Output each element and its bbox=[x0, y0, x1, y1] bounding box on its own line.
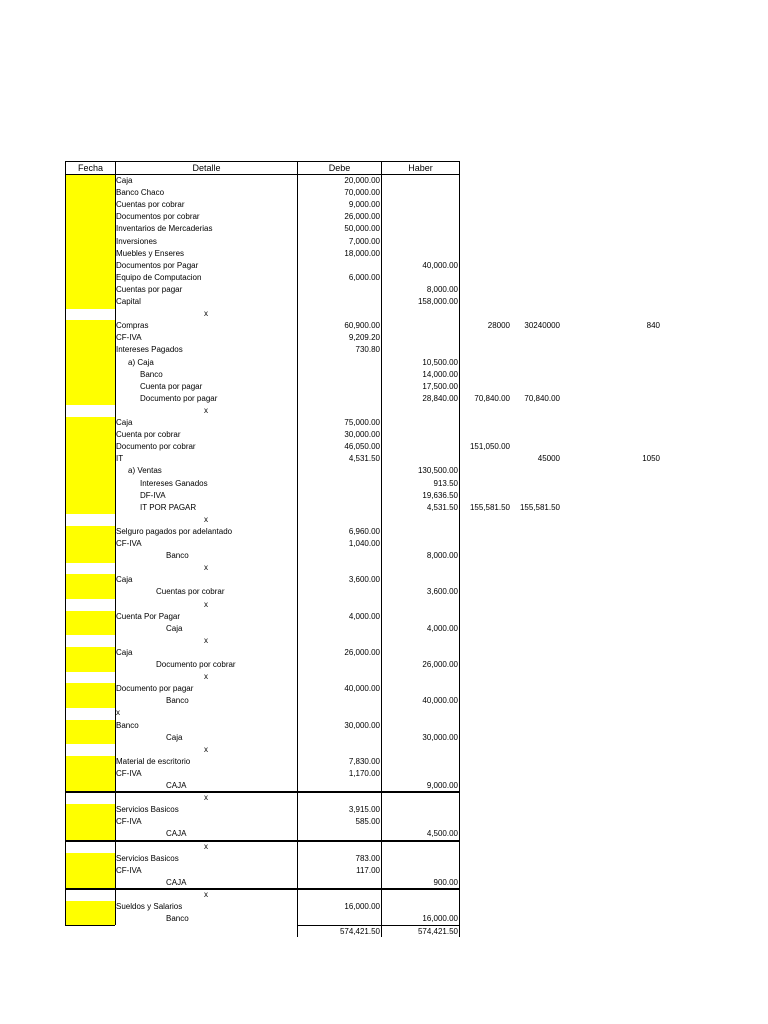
debe-cell: 16,000.00 bbox=[344, 902, 380, 911]
header-fecha: Fecha bbox=[77, 163, 103, 173]
fecha-cell-highlight bbox=[66, 804, 115, 817]
fecha-cell-highlight bbox=[66, 465, 115, 478]
section-divider bbox=[65, 791, 460, 793]
column-border bbox=[115, 161, 116, 925]
fecha-cell-highlight bbox=[66, 611, 115, 624]
side-note-cell: 1050 bbox=[642, 454, 660, 464]
detalle-cell: Caja bbox=[166, 623, 183, 633]
fecha-cell-highlight bbox=[66, 199, 115, 212]
haber-cell: 17,500.00 bbox=[422, 381, 458, 391]
debe-cell: 7,830.00 bbox=[348, 756, 380, 766]
separator-mark: x bbox=[204, 514, 208, 524]
debe-cell: 117.00 bbox=[356, 865, 380, 875]
column-border bbox=[65, 161, 66, 925]
detalle-cell: CF-IVA bbox=[116, 333, 142, 343]
header-haber: Haber bbox=[408, 163, 433, 173]
fecha-cell-highlight bbox=[66, 538, 115, 551]
fecha-cell-highlight bbox=[66, 720, 115, 733]
debe-cell: 70,000.00 bbox=[344, 188, 380, 198]
detalle-cell: Servicios Basicos bbox=[116, 853, 179, 863]
detalle-cell: Cuenta por pagar bbox=[140, 381, 203, 391]
fecha-cell-highlight bbox=[66, 441, 115, 454]
haber-cell: 19,636.50 bbox=[422, 490, 458, 500]
detalle-cell: Cuentas por cobrar bbox=[156, 587, 225, 597]
haber-cell: 40,000.00 bbox=[422, 696, 458, 706]
total-haber: 574,421.50 bbox=[417, 927, 458, 937]
haber-cell: 16,000.00 bbox=[422, 914, 458, 924]
debe-cell: 9,000.00 bbox=[348, 200, 380, 210]
fecha-cell-highlight bbox=[66, 816, 115, 829]
haber-cell: 900.00 bbox=[433, 877, 458, 887]
fecha-cell-highlight bbox=[66, 478, 115, 491]
side-note-cell: 840 bbox=[646, 321, 660, 331]
debe-cell: 50,000.00 bbox=[344, 224, 380, 234]
fecha-cell-highlight bbox=[66, 344, 115, 357]
detalle-cell: CAJA bbox=[166, 781, 187, 790]
detalle-cell: Banco bbox=[166, 551, 189, 561]
detalle-cell: Caja bbox=[116, 647, 133, 657]
fecha-cell-highlight bbox=[66, 756, 115, 769]
detalle-cell: a) Ventas bbox=[128, 466, 162, 476]
side-note-cell: 70,840.00 bbox=[524, 393, 560, 403]
debe-cell: 6,000.00 bbox=[348, 272, 380, 282]
fecha-cell-highlight bbox=[66, 429, 115, 442]
detalle-cell: Cuenta por cobrar bbox=[116, 430, 181, 440]
haber-cell: 14,000.00 bbox=[422, 369, 458, 379]
side-note-cell: 30240000 bbox=[524, 321, 560, 331]
haber-cell: 3,600.00 bbox=[426, 587, 458, 597]
detalle-cell: Intereses Pagados bbox=[116, 345, 183, 355]
separator-mark: x bbox=[204, 793, 208, 803]
separator-mark: x bbox=[204, 563, 208, 573]
fecha-cell-highlight bbox=[66, 284, 115, 297]
detalle-cell: Documentos por Pagar bbox=[116, 260, 199, 270]
fecha-cell-highlight bbox=[66, 913, 115, 926]
side-note-cell: 151,050.00 bbox=[469, 442, 510, 452]
total-debe: 574,421.50 bbox=[339, 927, 380, 937]
side-note-cell: 28000 bbox=[487, 321, 510, 331]
detalle-cell: Cuenta Por Pagar bbox=[116, 611, 181, 621]
haber-cell: 4,500.00 bbox=[426, 829, 458, 839]
side-note-cell: 155,581.50 bbox=[519, 502, 560, 512]
debe-cell: 1,170.00 bbox=[348, 768, 380, 778]
detalle-cell: Documento por cobrar bbox=[156, 660, 236, 669]
detalle-cell: Cuentas por pagar bbox=[116, 284, 183, 294]
detalle-cell: x bbox=[116, 708, 120, 718]
haber-cell: 30,000.00 bbox=[422, 732, 458, 742]
detalle-cell: IT bbox=[116, 454, 124, 464]
detalle-cell: DF-IVA bbox=[140, 490, 166, 500]
fecha-cell-highlight bbox=[66, 369, 115, 382]
detalle-cell: Sueldos y Salarios bbox=[116, 902, 183, 911]
debe-cell: 783.00 bbox=[355, 853, 380, 863]
separator-mark: x bbox=[204, 744, 208, 754]
detalle-cell: Banco bbox=[166, 914, 189, 924]
haber-cell: 28,840.00 bbox=[422, 393, 458, 403]
debe-cell: 1,040.00 bbox=[348, 539, 380, 548]
haber-cell: 8,000.00 bbox=[426, 551, 458, 561]
table-bottom-border bbox=[65, 925, 115, 926]
haber-cell: 4,000.00 bbox=[426, 623, 458, 633]
fecha-cell-highlight bbox=[66, 187, 115, 200]
fecha-cell-highlight bbox=[66, 223, 115, 236]
fecha-cell-highlight bbox=[66, 393, 115, 406]
fecha-cell-highlight bbox=[66, 453, 115, 466]
detalle-cell: CF-IVA bbox=[116, 865, 142, 875]
detalle-cell: CF-IVA bbox=[116, 768, 142, 778]
detalle-cell: Banco bbox=[140, 369, 163, 379]
debe-cell: 26,000.00 bbox=[344, 212, 380, 222]
detalle-cell: Caja bbox=[116, 176, 133, 185]
fecha-cell-highlight bbox=[66, 586, 115, 599]
debe-cell: 60,900.00 bbox=[344, 321, 380, 331]
column-border bbox=[459, 925, 460, 937]
debe-cell: 20,000.00 bbox=[344, 176, 380, 185]
detalle-cell: Material de escritorio bbox=[116, 756, 191, 766]
fecha-cell-highlight bbox=[66, 574, 115, 587]
separator-mark: x bbox=[204, 672, 208, 682]
detalle-cell: Caja bbox=[116, 418, 133, 427]
column-border bbox=[459, 161, 460, 925]
debe-cell: 30,000.00 bbox=[344, 430, 380, 440]
fecha-cell-highlight bbox=[66, 901, 115, 914]
debe-cell: 40,000.00 bbox=[344, 684, 380, 694]
debe-cell: 3,600.00 bbox=[348, 575, 380, 585]
detalle-cell: CAJA bbox=[166, 877, 187, 887]
fecha-cell-highlight bbox=[66, 768, 115, 781]
header-bottom-border bbox=[65, 174, 460, 175]
header-detalle: Detalle bbox=[192, 163, 221, 173]
detalle-cell: Servicios Basicos bbox=[116, 805, 179, 815]
fecha-cell-highlight bbox=[66, 550, 115, 563]
fecha-cell-highlight bbox=[66, 526, 115, 539]
haber-cell: 8,000.00 bbox=[426, 284, 458, 294]
detalle-cell: Caja bbox=[116, 575, 133, 585]
detalle-cell: Documento por cobrar bbox=[116, 442, 196, 452]
header-debe: Debe bbox=[328, 163, 351, 173]
separator-mark: x bbox=[204, 635, 208, 645]
column-border bbox=[297, 161, 298, 925]
haber-cell: 130,500.00 bbox=[417, 466, 458, 476]
fecha-cell-highlight bbox=[66, 381, 115, 394]
fecha-cell-highlight bbox=[66, 490, 115, 503]
detalle-cell: a) Caja bbox=[128, 357, 154, 367]
fecha-cell-highlight bbox=[66, 332, 115, 345]
separator-mark: x bbox=[204, 889, 208, 899]
fecha-cell-highlight bbox=[66, 248, 115, 261]
detalle-cell: Inventarios de Mercaderias bbox=[116, 224, 213, 234]
fecha-cell-highlight bbox=[66, 357, 115, 370]
fecha-cell-highlight bbox=[66, 502, 115, 515]
detalle-cell: Inversiones bbox=[116, 236, 157, 246]
fecha-cell-highlight bbox=[66, 211, 115, 224]
haber-cell: 158,000.00 bbox=[417, 297, 458, 306]
section-divider bbox=[65, 888, 460, 890]
fecha-cell-highlight bbox=[66, 732, 115, 745]
haber-cell: 10,500.00 bbox=[422, 357, 458, 367]
haber-cell: 26,000.00 bbox=[422, 660, 458, 669]
debe-cell: 30,000.00 bbox=[344, 720, 380, 730]
detalle-cell: Banco bbox=[166, 696, 189, 706]
separator-mark: x bbox=[204, 309, 208, 319]
debe-cell: 7,000.00 bbox=[348, 236, 380, 246]
debe-cell: 75,000.00 bbox=[344, 418, 380, 427]
detalle-cell: Equipo de Computacion bbox=[116, 272, 202, 282]
haber-cell: 913.50 bbox=[433, 478, 458, 488]
detalle-cell: CF-IVA bbox=[116, 817, 142, 827]
detalle-cell: CF-IVA bbox=[116, 539, 142, 548]
fecha-cell-highlight bbox=[66, 236, 115, 249]
fecha-cell-highlight bbox=[66, 853, 115, 866]
detalle-cell: Muebles y Enseres bbox=[116, 248, 185, 258]
separator-mark: x bbox=[204, 841, 208, 851]
fecha-cell-highlight bbox=[66, 659, 115, 672]
detalle-cell: Cuentas por cobrar bbox=[116, 200, 185, 210]
haber-cell: 9,000.00 bbox=[426, 781, 458, 790]
debe-cell: 26,000.00 bbox=[344, 647, 380, 657]
detalle-cell: Capital bbox=[116, 297, 141, 306]
detalle-cell: Documento por pagar bbox=[140, 393, 218, 403]
fecha-cell-highlight bbox=[66, 260, 115, 273]
debe-cell: 46,050.00 bbox=[344, 442, 380, 452]
detalle-cell: Selguro pagados por adelantado bbox=[116, 526, 233, 536]
side-note-cell: 45000 bbox=[537, 454, 560, 464]
fecha-cell-highlight bbox=[66, 296, 115, 309]
detalle-cell: IT POR PAGAR bbox=[140, 502, 197, 512]
detalle-cell: Banco Chaco bbox=[116, 188, 165, 198]
detalle-cell: Caja bbox=[166, 732, 183, 742]
debe-cell: 730.80 bbox=[355, 345, 380, 355]
separator-mark: x bbox=[204, 599, 208, 609]
haber-cell: 40,000.00 bbox=[422, 260, 458, 270]
fecha-cell-highlight bbox=[66, 417, 115, 430]
fecha-cell-highlight bbox=[66, 695, 115, 708]
detalle-cell: Documentos por cobrar bbox=[116, 212, 200, 222]
debe-cell: 585.00 bbox=[355, 817, 380, 827]
fecha-cell-highlight bbox=[66, 647, 115, 660]
fecha-cell-highlight bbox=[66, 865, 115, 878]
header-top-border bbox=[65, 161, 460, 162]
fecha-cell-highlight bbox=[66, 623, 115, 636]
debe-cell: 6,960.00 bbox=[348, 526, 380, 536]
detalle-cell: CAJA bbox=[166, 829, 187, 839]
fecha-cell-highlight bbox=[66, 683, 115, 696]
fecha-cell-highlight bbox=[66, 175, 115, 188]
debe-cell: 4,000.00 bbox=[348, 611, 380, 621]
fecha-cell-highlight bbox=[66, 320, 115, 333]
debe-cell: 4,531.50 bbox=[348, 454, 380, 464]
side-note-cell: 70,840.00 bbox=[474, 393, 510, 403]
haber-cell: 4,531.50 bbox=[426, 502, 458, 512]
separator-mark: x bbox=[204, 405, 208, 415]
fecha-cell-highlight bbox=[66, 272, 115, 285]
detalle-cell: Intereses Ganados bbox=[140, 478, 208, 488]
detalle-cell: Compras bbox=[116, 321, 149, 331]
detalle-cell: Documento por pagar bbox=[116, 684, 194, 694]
debe-cell: 18,000.00 bbox=[344, 248, 380, 258]
debe-cell: 3,915.00 bbox=[348, 805, 380, 815]
section-divider bbox=[65, 840, 460, 842]
side-note-cell: 155,581.50 bbox=[469, 502, 510, 512]
detalle-cell: Banco bbox=[116, 720, 139, 730]
debe-cell: 9,209.20 bbox=[348, 333, 380, 343]
column-border bbox=[381, 161, 382, 925]
